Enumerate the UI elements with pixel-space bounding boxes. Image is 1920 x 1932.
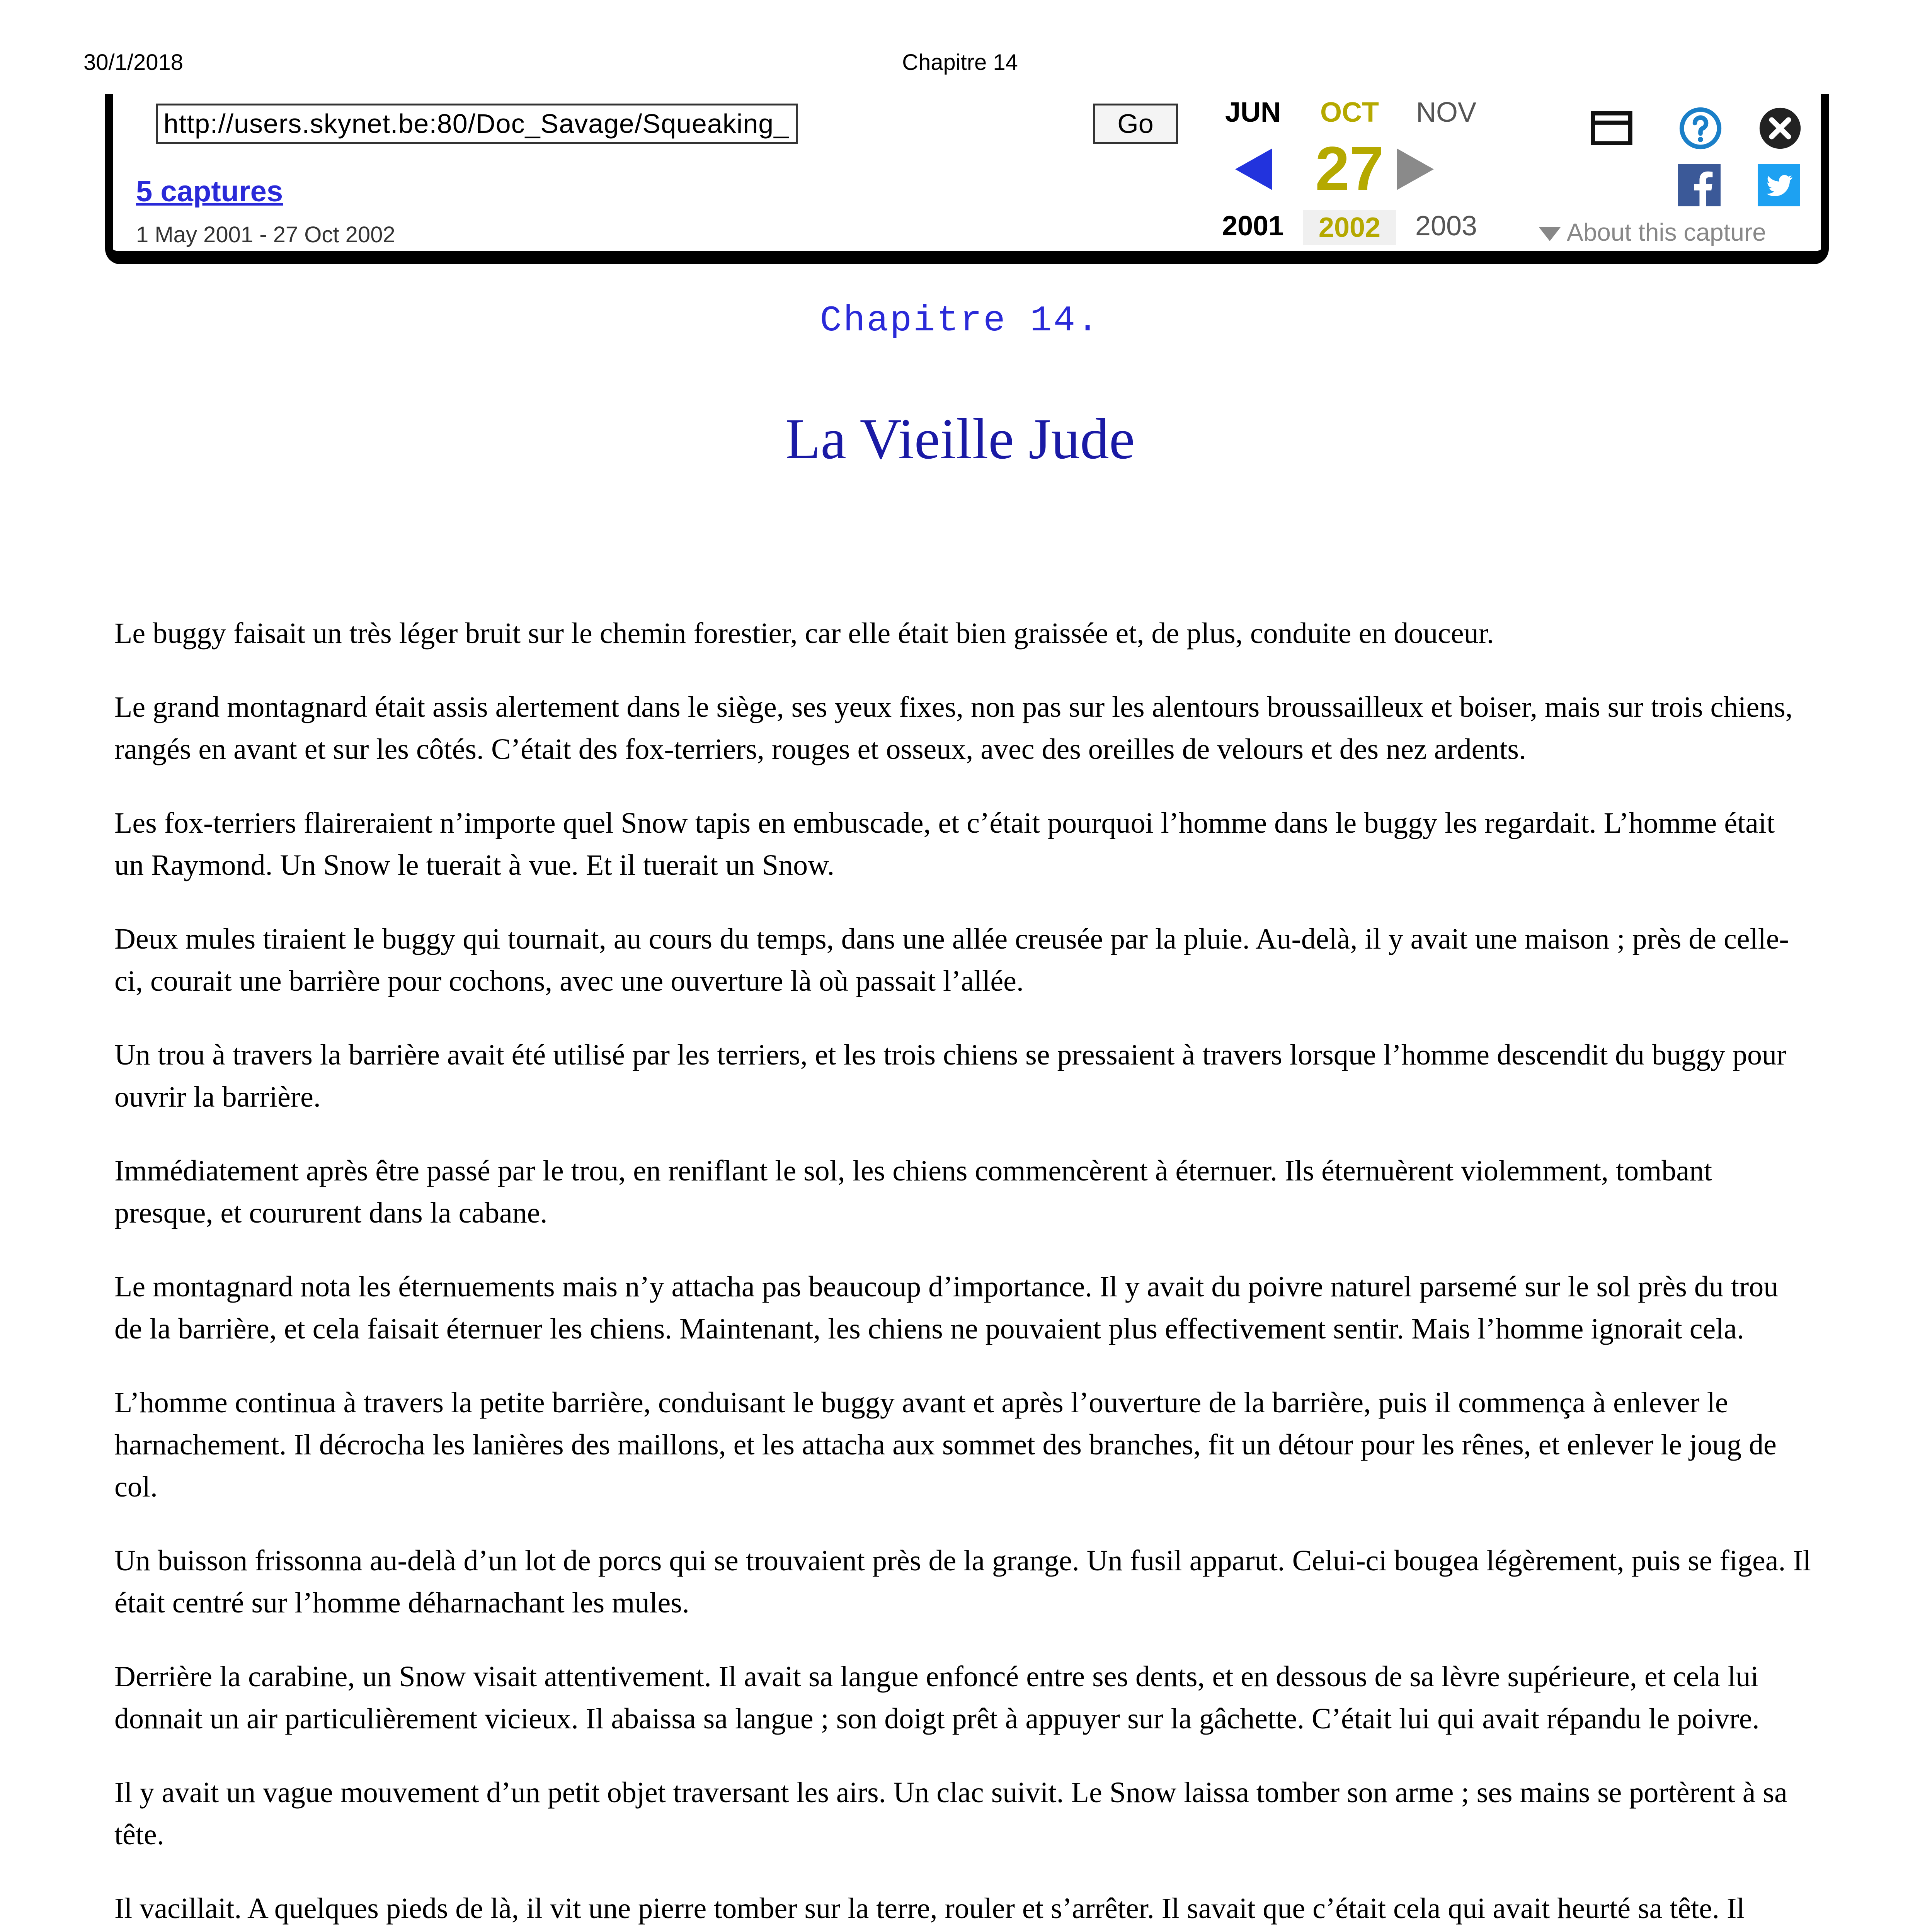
paragraph: Un trou à travers la barrière avait été utilisé par les terriers, et les trois chiens se pressaient à travers lorsque l’homme descendit du buggy pour ouvrir la barrière. bbox=[114, 1039, 1787, 1113]
caret-down-icon bbox=[1539, 227, 1561, 241]
url-input[interactable] bbox=[156, 104, 798, 144]
paragraph: Il y avait un vague mouvement d’un petit objet traversant les airs. Un clac suivit. Le Snow laissa tomber son arme ; ses mains se portèrent à sa tête. bbox=[114, 1776, 1787, 1851]
paragraph: Deux mules tiraient le buggy qui tournait, au cours du temps, dans une allée creusée par la pluie. Au-delà, il y avait une maison ; près de celle-ci, courait une barrière pour cochons, avec une ouverture là où passait l’allée. bbox=[114, 923, 1789, 997]
help-icon[interactable] bbox=[1678, 106, 1723, 151]
next-capture-arrow-icon bbox=[1397, 148, 1434, 190]
year-prev-link[interactable]: 2001 bbox=[1222, 211, 1284, 242]
month-next-label: NOV bbox=[1416, 97, 1477, 128]
close-icon[interactable] bbox=[1758, 106, 1803, 151]
year-current: 2002 bbox=[1303, 210, 1396, 245]
paragraph: Le buggy faisait un très léger bruit sur le chemin forestier, car elle était bien graissée et, de plus, conduite en douceur. bbox=[114, 617, 1494, 650]
paragraph: L’homme continua à travers la petite barrière, conduisant le buggy avant et après l’ouverture de la barrière, puis il commença à enlever le harnachement. Il décrocha les lanières des maillons, et les attacha aux sommet des branches, fit un détour pour les rênes, et enlever le joug de col. bbox=[114, 1386, 1777, 1503]
chapter-body bbox=[114, 612, 1811, 1932]
paragraph: Il vacillait. A quelques pieds de là, il vit une pierre tomber sur la terre, rouler et s’arrêter. Il savait que c’était cela qui avait heurté sa tête. Il bbox=[114, 1892, 1745, 1925]
chapter-number: Chapitre 14. bbox=[820, 301, 1100, 342]
year-next-label: 2003 bbox=[1415, 211, 1477, 242]
paragraph: Un buisson frissonna au-delà d’un lot de porcs qui se trouvaient près de la grange. Un fusil apparut. Celui-ci bougea légèrement, puis se figea. Il était centré sur l’homme déharnachant les mules. bbox=[114, 1544, 1811, 1619]
window-icon[interactable] bbox=[1589, 106, 1634, 151]
about-capture-toggle[interactable] bbox=[1539, 218, 1766, 247]
twitter-icon[interactable] bbox=[1758, 164, 1800, 206]
paragraph: Immédiatement après être passé par le trou, en reniflant le sol, les chiens commencèrent à éternuer. Ils éternuèrent violemment, tombant presque, et coururent dans la cabane. bbox=[114, 1155, 1712, 1229]
about-capture-label: About this capture bbox=[1567, 218, 1766, 246]
paragraph: Le montagnard nota les éternuements mais n’y attacha pas beaucoup d’importance. Il y avait du poivre naturel parsemé sur le sol près du trou de la barrière, et cela faisait éternuer les chiens. Maintenant, les chiens ne pouvaient plus effectivement sentir. Mais l’homme ignorait cela. bbox=[114, 1270, 1779, 1345]
chapter-title: La Vieille Jude bbox=[785, 407, 1135, 471]
month-current: OCT bbox=[1320, 97, 1379, 128]
paragraph: Le grand montagnard était assis alertement dans le siège, ses yeux fixes, non pas sur les alentours broussailleux et boiser, mais sur trois chiens, rangés en avant et sur les côtés. C’était des fox-terriers, rouges et osseux, avec des oreilles de velours et des nez ardents. bbox=[114, 691, 1793, 765]
month-prev-link[interactable]: JUN bbox=[1225, 97, 1281, 128]
print-page-title: Chapitre 14 bbox=[902, 50, 1018, 75]
captures-link[interactable]: 5 captures bbox=[136, 175, 283, 208]
go-button[interactable]: Go bbox=[1093, 104, 1178, 144]
facebook-icon[interactable] bbox=[1678, 164, 1721, 206]
capture-day: 27 bbox=[1315, 134, 1384, 203]
wayback-toolbar bbox=[105, 94, 1829, 264]
print-date: 30/1/2018 bbox=[83, 50, 184, 75]
capture-date-range: 1 May 2001 - 27 Oct 2002 bbox=[136, 222, 395, 247]
paragraph: Les fox-terriers flaireraient n’importe quel Snow tapis en embuscade, et c’était pourquoi l’homme dans le buggy les regardait. L’homme était un Raymond. Un Snow le tuerait à vue. Et il tuerait un Snow. bbox=[114, 807, 1775, 881]
paragraph: Derrière la carabine, un Snow visait attentivement. Il avait sa langue enfoncé entre ses dents, et en dessous de sa lèvre supérieure, et cela lui donnait un air particulièrement vicieux. Il abaissa sa langue ; son doigt prêt à appuyer sur la gâchette. C’était lui qui avait répandu le poivre. bbox=[114, 1660, 1760, 1735]
previous-capture-arrow-icon[interactable] bbox=[1235, 148, 1272, 190]
